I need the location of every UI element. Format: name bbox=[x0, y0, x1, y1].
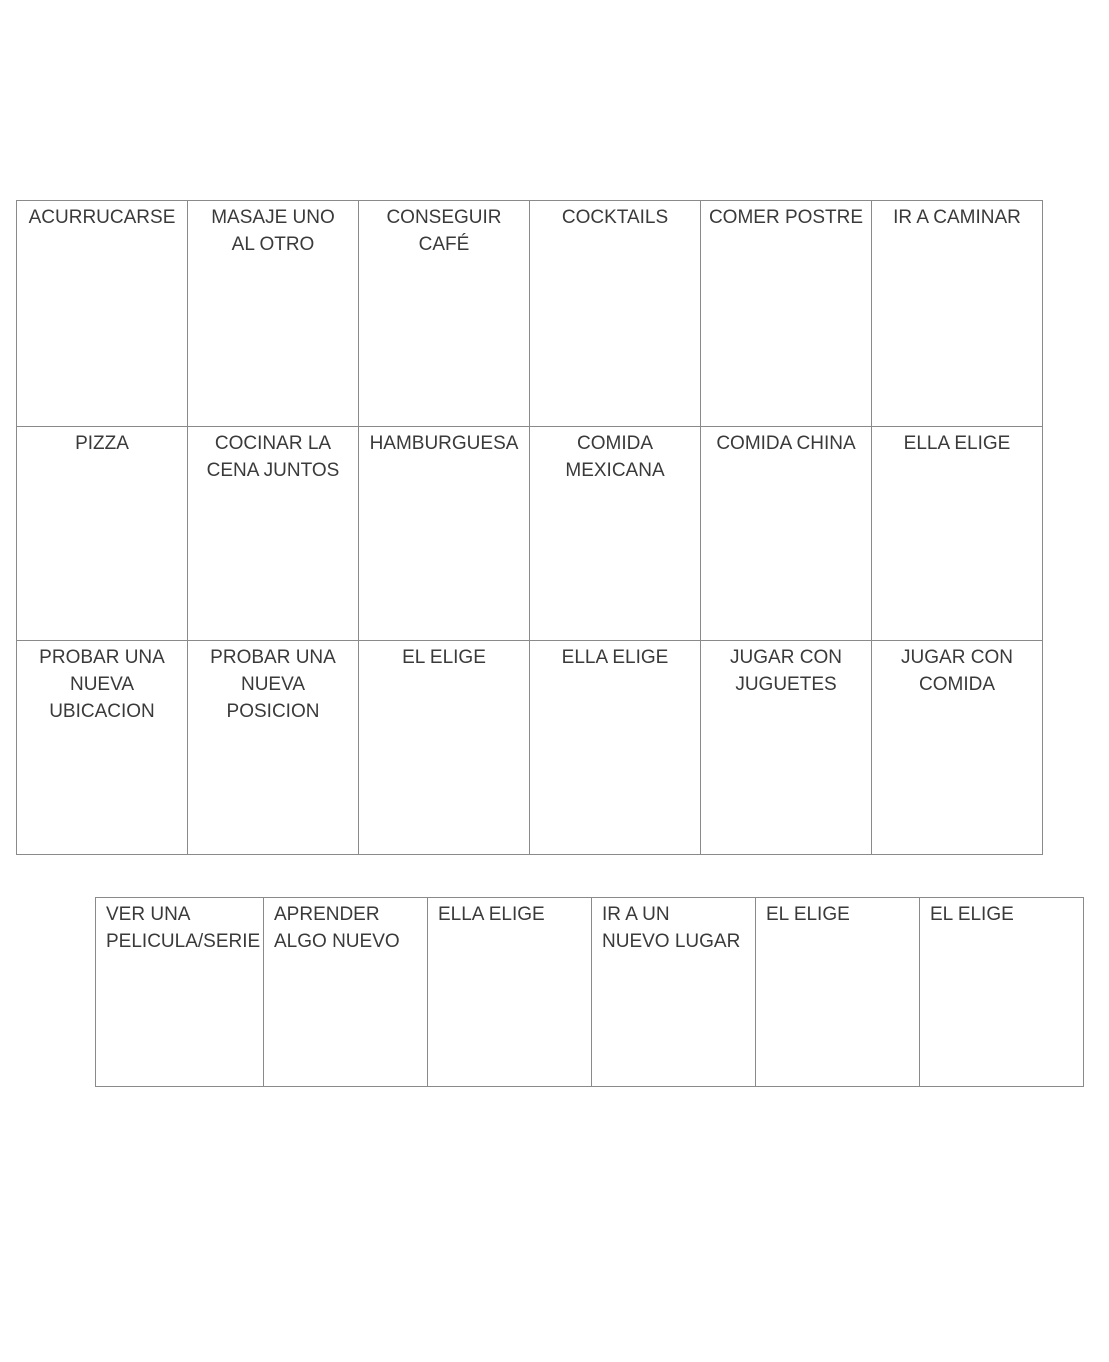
grid-row bbox=[17, 641, 1043, 855]
cell-label: PROBAR UNA NUEVA POSICION bbox=[210, 647, 336, 722]
cell-label: IR A CAMINAR bbox=[893, 207, 1021, 228]
activity-grid-second bbox=[95, 897, 1084, 1087]
activity-grid-main bbox=[16, 200, 1043, 855]
grid-cell bbox=[592, 898, 756, 1087]
cell-label: COCKTAILS bbox=[561, 207, 669, 228]
cell-label: IR A UN NUEVO LUGAR bbox=[602, 904, 741, 952]
cell-label: ELLA ELIGE bbox=[438, 904, 545, 925]
grid-row bbox=[96, 898, 1084, 1087]
cell-label: PROBAR UNA NUEVA UBICACION bbox=[39, 647, 165, 722]
grid-cell bbox=[188, 201, 359, 427]
cell-label: CONSEGUIR CAFÉ bbox=[386, 207, 502, 255]
cell-label: JUGAR CON JUGUETES bbox=[730, 647, 842, 695]
cell-label: VER UNA PELICULA/SERIE bbox=[106, 904, 261, 952]
grid-cell bbox=[188, 641, 359, 855]
grid-cell bbox=[17, 201, 188, 427]
cell-label: MASAJE UNO AL OTRO bbox=[211, 207, 335, 255]
grid-cell bbox=[701, 201, 872, 427]
grid-cell bbox=[17, 427, 188, 641]
cell-label: PIZZA bbox=[75, 433, 129, 454]
cell-label: ACURRUCARSE bbox=[28, 207, 176, 228]
grid-cell bbox=[359, 641, 530, 855]
cell-label: HAMBURGUESA bbox=[369, 433, 519, 454]
cell-label: COCINAR LA CENA JUNTOS bbox=[206, 433, 340, 481]
cell-label: COMIDA MEXICANA bbox=[565, 433, 665, 481]
grid-cell bbox=[872, 427, 1043, 641]
grid-cell bbox=[188, 427, 359, 641]
grid-cell bbox=[428, 898, 592, 1087]
cell-label: COMIDA CHINA bbox=[716, 433, 856, 454]
grid-cell bbox=[701, 641, 872, 855]
cell-label: COMER POSTRE bbox=[708, 207, 864, 228]
cell-label: EL ELIGE bbox=[402, 647, 486, 668]
grid-cell bbox=[872, 641, 1043, 855]
grid-row bbox=[17, 427, 1043, 641]
grid-cell bbox=[17, 641, 188, 855]
cell-label: JUGAR CON COMIDA bbox=[901, 647, 1013, 695]
grid-cell bbox=[530, 641, 701, 855]
grid-cell bbox=[359, 201, 530, 427]
grid-cell bbox=[264, 898, 428, 1087]
grid-row bbox=[17, 201, 1043, 427]
cell-label: EL ELIGE bbox=[766, 904, 850, 925]
grid-cell bbox=[530, 201, 701, 427]
grid-cell bbox=[920, 898, 1084, 1087]
grid-cell bbox=[701, 427, 872, 641]
grid-cell bbox=[530, 427, 701, 641]
grid-cell bbox=[756, 898, 920, 1087]
grid-cell bbox=[359, 427, 530, 641]
cell-label: APRENDER ALGO NUEVO bbox=[274, 904, 400, 952]
grid-cell bbox=[96, 898, 264, 1087]
cell-label: ELLA ELIGE bbox=[903, 433, 1011, 454]
cell-label: ELLA ELIGE bbox=[561, 647, 669, 668]
cell-label: EL ELIGE bbox=[930, 904, 1014, 925]
grid-cell bbox=[872, 201, 1043, 427]
